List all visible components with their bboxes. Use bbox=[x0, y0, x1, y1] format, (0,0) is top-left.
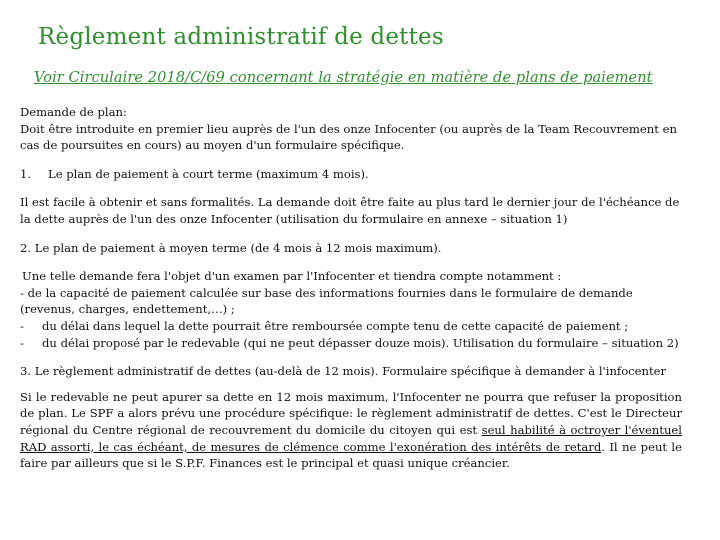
list-item bbox=[20, 335, 682, 352]
item3-title: 3. Le règlement administratif de dettes (au-delà de 12 mois). Formulaire spécifique à demander à l'infocenter bbox=[20, 364, 667, 379]
list-item bbox=[20, 318, 682, 335]
item3-text-part2: . Il ne peut le faire par ailleurs que si le S.P.F. Finances est le principal et quasi unique créancier. bbox=[20, 439, 682, 471]
item2-title: 2. Le plan de paiement à moyen terme (de 4 mois à 12 mois maximum). bbox=[20, 240, 442, 255]
intro-text: Doit être introduite en premier lieu auprès de l'un des onze Infocenter (ou auprès de la Team Recouvrement en cas de poursuites en cours) au moyen d'un formulaire spécifique. bbox=[20, 121, 677, 153]
item1-number: 1. bbox=[20, 166, 32, 181]
circular-reference-link[interactable]: Voir Circulaire 2018/C/69 concernant la stratégie en matière de plans de paiement bbox=[34, 70, 653, 86]
bullet-marker: - bbox=[20, 318, 24, 333]
item1-title: Le plan de paiement à court terme (maximum 4 mois). bbox=[48, 166, 369, 181]
item2-line-a: - de la capacité de paiement calculée sur base des informations fournies dans le formulaire de demande (revenus, charges, endettement,…) ; bbox=[20, 285, 633, 317]
intro-heading: Demande de plan: bbox=[20, 105, 127, 119]
page-title: Règlement administratif de dettes bbox=[38, 24, 444, 50]
item3-text-part1: Si le redevable ne peut apurer sa dette en 12 mois maximum, l'Infocenter ne pourra que refuser la proposition de plan. Le SPF a alors prévu une procédure spécifique: le règlement administratif de dettes. C'est le Directeur régional du Centre régional de recouvrement du domicile du citoyen qui est bbox=[20, 389, 682, 437]
bullet-marker: - bbox=[20, 335, 24, 350]
item1-text: Il est facile à obtenir et sans formalités. La demande doit être faite au plus tard le dernier jour de l'échéance de la dette auprès de l'un des onze Infocenter (utilisation du formulaire en annexe – situation 1) bbox=[20, 195, 680, 226]
bullet-text: du délai dans lequel la dette pourrait être remboursée compte tenu de cette capacité de paiement ; bbox=[42, 318, 629, 333]
document-body bbox=[20, 104, 682, 472]
item3-paragraph bbox=[20, 389, 682, 472]
item2-intro: Une telle demande fera l'objet d'un examen par l'Infocenter et tiendra compte notamment : bbox=[22, 269, 562, 284]
bullet-text: du délai proposé par le redevable (qui ne peut dépasser douze mois). Utilisation du formulaire – situation 2) bbox=[42, 335, 679, 350]
item2-bullet-list bbox=[20, 318, 682, 351]
item3-underlined-text: seul habilité à octroyer l'éventuel RAD assorti, le cas échéant, de mesures de clémence comme l'exonération des intérêts de retard bbox=[20, 422, 682, 454]
item1-heading bbox=[20, 166, 682, 183]
